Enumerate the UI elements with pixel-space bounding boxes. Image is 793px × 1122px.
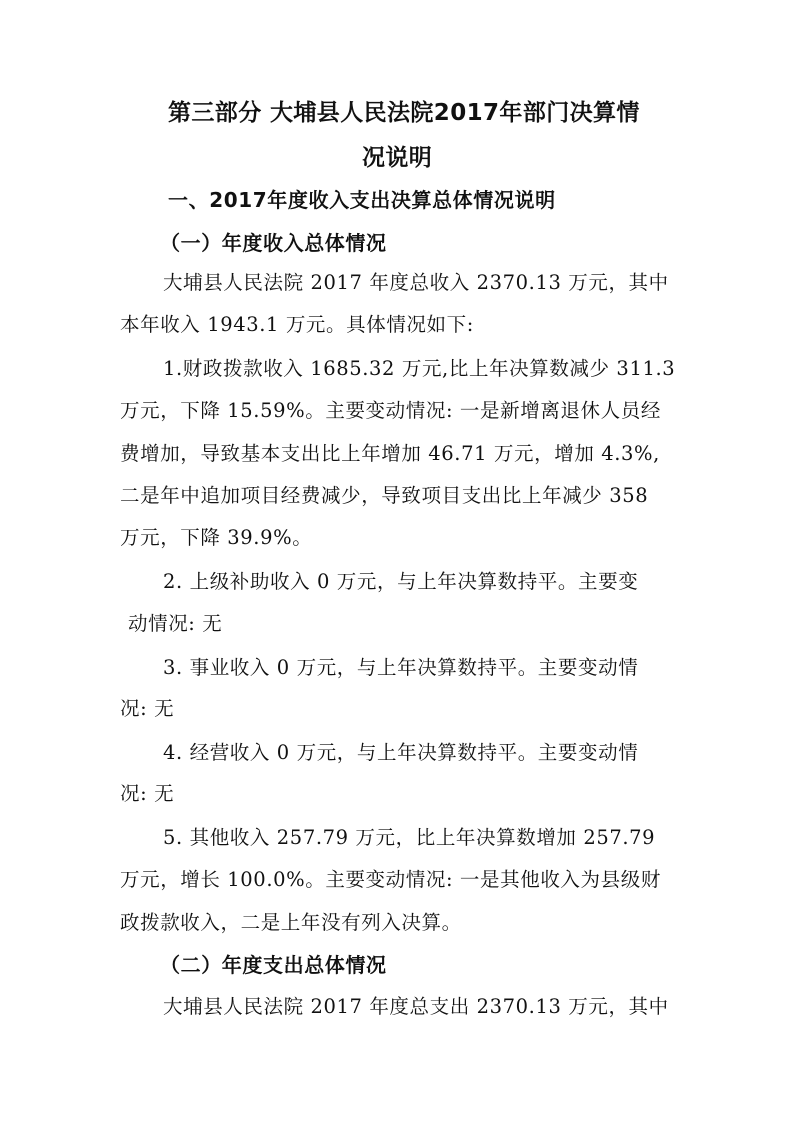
document-title-line-2: 况说明 xyxy=(362,145,433,171)
document-title-line-1: 第三部分 大埔县人民法院2017年部门决算情 xyxy=(168,100,640,126)
subsection-heading-expenditure: （二）年度支出总体情况 xyxy=(160,953,387,977)
paragraph-other-income-line-3: 政拨款收入，二是上年没有列入决算。 xyxy=(120,911,462,934)
paragraph-fiscal-appropriation-line-3: 费增加，导致基本支出比上年增加 46.71 万元，增加 4.3%, xyxy=(120,442,660,465)
subsection-heading-income: （一）年度收入总体情况 xyxy=(160,231,387,255)
paragraph-fiscal-appropriation-line-2: 万元，下降 15.59%。主要变动情况: 一是新增离退休人员经 xyxy=(120,399,661,422)
paragraph-other-income-line-1: 5. 其他收入 257.79 万元，比上年决算数增加 257.79 xyxy=(163,826,656,849)
paragraph-higher-subsidy-line-2: 动情况: 无 xyxy=(128,612,223,635)
paragraph-business-income-line-2: 况: 无 xyxy=(120,697,175,720)
paragraph-operating-income-line-1: 4. 经营收入 0 万元，与上年决算数持平。主要变动情 xyxy=(163,741,639,764)
section-heading-1: 一、2017年度收入支出决算总体情况说明 xyxy=(168,188,556,212)
paragraph-higher-subsidy-line-1: 2. 上级补助收入 0 万元，与上年决算数持平。主要变 xyxy=(163,570,639,593)
paragraph-total-income-line-2: 本年收入 1943.1 万元。具体情况如下: xyxy=(120,313,474,336)
paragraph-operating-income-line-2: 况: 无 xyxy=(120,782,175,805)
paragraph-business-income-line-1: 3. 事业收入 0 万元，与上年决算数持平。主要变动情 xyxy=(163,656,639,679)
paragraph-total-income-line-1: 大埔县人民法院 2017 年度总收入 2370.13 万元，其中 xyxy=(163,271,669,294)
paragraph-fiscal-appropriation-line-5: 万元，下降 39.9%。 xyxy=(120,526,313,549)
paragraph-fiscal-appropriation-line-1: 1.财政拨款收入 1685.32 万元,比上年决算数减少 311.3 xyxy=(163,357,676,380)
paragraph-fiscal-appropriation-line-4: 二是年中追加项目经费减少，导致项目支出比上年减少 358 xyxy=(120,484,649,507)
paragraph-total-expenditure-line-1: 大埔县人民法院 2017 年度总支出 2370.13 万元，其中 xyxy=(163,995,669,1018)
paragraph-other-income-line-2: 万元，增长 100.0%。主要变动情况: 一是其他收入为县级财 xyxy=(120,868,661,891)
